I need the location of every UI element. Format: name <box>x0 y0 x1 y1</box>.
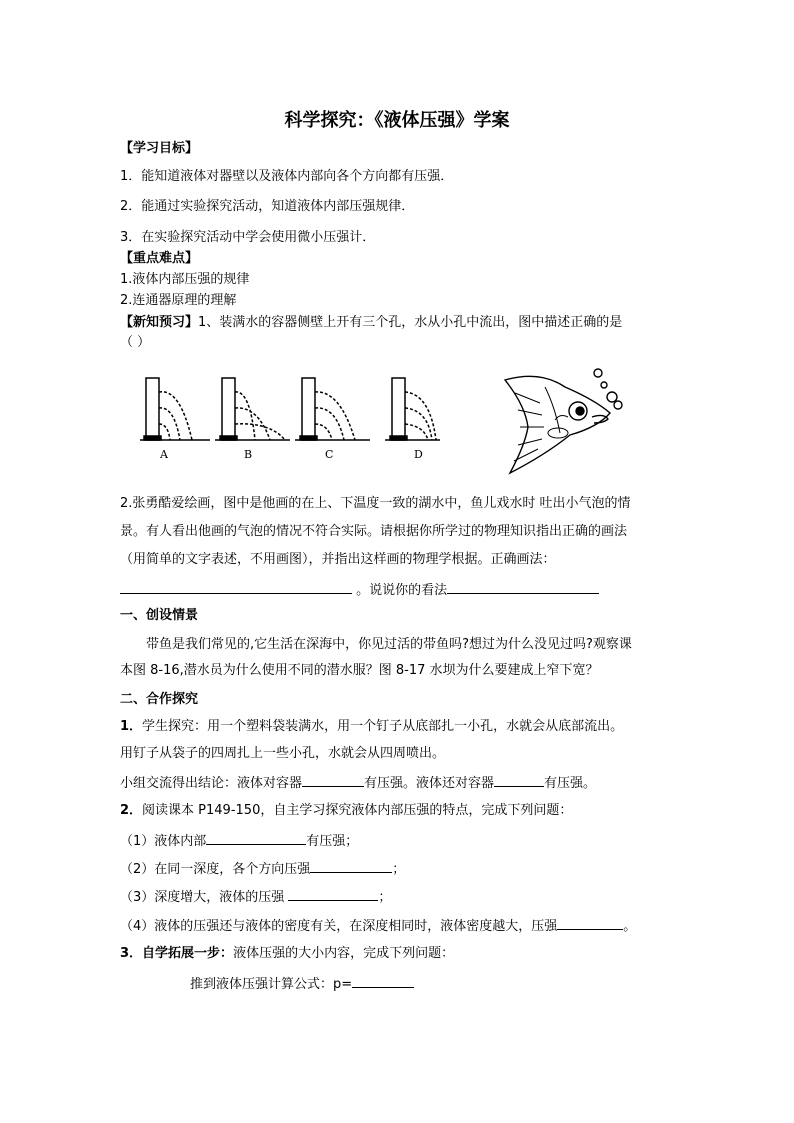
section2-p2 <box>120 802 572 820</box>
section1-line2: 本图 8-16,潜水员为什么使用不同的潜水服？图 8-17 水坝为什么要建成上窄下宽？ <box>120 663 599 678</box>
goal-item-3: 3．在实验探究活动中学会使用微小压强计． <box>120 230 376 245</box>
q4-text: （4）液体的压强还与液体的密度有关，在深度相同时，液体密度越大，压强 <box>120 919 558 934</box>
blank-q3[interactable] <box>288 887 378 901</box>
section2-p1-line3 <box>120 773 596 793</box>
section2-p3 <box>120 945 454 963</box>
blank-container-2[interactable] <box>494 773 544 787</box>
blank-q4[interactable] <box>557 916 623 930</box>
p1-conclusion-a: 小组交流得出结论：液体对容器 <box>120 776 303 791</box>
formula-text: 推到液体压强计算公式：p= <box>190 977 353 992</box>
goal-item-2: 2．能通过实验探究活动，知道液体内部压强规律． <box>120 199 415 214</box>
p1-number: 1． <box>120 719 143 734</box>
p2-text: 阅读课本 P149-150，自主学习探究液体内部压强的特点，完成下列问题： <box>142 803 573 818</box>
p1-conclusion-c: 有压强。 <box>544 776 597 791</box>
q3-suffix: ； <box>378 890 392 905</box>
p1-head: 学生探究： <box>142 719 208 734</box>
p3-number: 3． <box>120 946 143 961</box>
preview-q1-choice: （ ） <box>120 335 151 350</box>
q2-row <box>120 859 405 879</box>
preview-q2-line2: 景。有人看出他画的气泡的情况不符合实际。请根据你所学过的物理知识指出正确的画法 <box>120 524 628 539</box>
section1-line1: 带鱼是我们常见的,它生活在深海中，你见过活的带鱼吗?想过为什么没见过吗?观察课 <box>146 637 632 652</box>
preview-q2-opinion-label: 。说说你的看法 <box>356 583 448 598</box>
answer-blank-opinion[interactable] <box>447 580 599 594</box>
blank-container-1[interactable] <box>302 773 364 787</box>
page-title: 科学探究：《液体压强》学案 <box>284 110 510 131</box>
section2-p1-line2: 用钉子从袋子的四周扎上一些小孔，水就会从四周喷出。 <box>120 746 446 761</box>
fig-label-a: A <box>160 448 168 461</box>
q3-row <box>120 887 391 907</box>
preview-heading: 【新知预习】 <box>120 315 199 330</box>
blank-q2[interactable] <box>310 859 392 873</box>
q2-suffix: ； <box>392 862 406 877</box>
preview-q1-text: 1、装满水的容器侧壁上开有三个孔，水从小孔中流出，图中描述正确的是 <box>198 315 623 330</box>
answer-blank-correct-method[interactable] <box>120 580 352 594</box>
fig-label-d: D <box>414 448 423 461</box>
q3-text: （3）深度增大，液体的压强 <box>120 890 289 905</box>
fish-bubbles-figure <box>500 365 640 480</box>
container-jets-figure <box>140 370 440 465</box>
q1-row <box>120 831 358 851</box>
section2-p1-line1 <box>120 718 623 736</box>
q1-text: （1）液体内部 <box>120 834 207 849</box>
key-heading: 【重点难点】 <box>120 251 199 266</box>
section2-heading: 二、合作探究 <box>120 692 199 707</box>
blank-formula[interactable] <box>352 974 414 988</box>
preview-q1 <box>120 314 622 332</box>
key-item-1: 1.液体内部压强的规律 <box>120 272 250 287</box>
q1-suffix: 有压强； <box>306 834 359 849</box>
p3-head: 自学拓展一步： <box>142 946 234 961</box>
p3-text: 液体压强的大小内容，完成下列问题： <box>233 946 455 961</box>
q2-text: （2）在同一深度，各个方向压强 <box>120 862 311 877</box>
p1-conclusion-b: 有压强。液体还对容器 <box>364 776 495 791</box>
preview-q2-line3: （用简单的文字表述，不用画图），并指出这样画的物理学根据。正确画法： <box>120 552 556 567</box>
key-item-2: 2.连通器原理的理解 <box>120 293 237 308</box>
goal-item-1: 1．能知道液体对器壁以及液体内部向各个方向都有压强． <box>120 169 454 184</box>
preview-q2-line1: 2.张勇酷爱绘画，图中是他画的在上、下温度一致的湖水中，鱼儿戏水时 吐出小气泡的情 <box>120 496 631 511</box>
formula-row <box>190 974 414 994</box>
fig-label-c: C <box>325 448 334 461</box>
section1-heading: 一、创设情景 <box>120 608 199 623</box>
q4-suffix: 。 <box>623 919 637 934</box>
p1-text: 用一个塑料袋装满水，用一个钉子从底部扎一小孔，水就会从底部流出。 <box>207 719 624 734</box>
blank-q1[interactable] <box>206 831 306 845</box>
fig-label-b: B <box>244 448 253 461</box>
q4-row <box>120 916 636 936</box>
p2-number: 2． <box>120 803 143 818</box>
preview-q2-line4 <box>120 580 599 600</box>
goals-heading: 【学习目标】 <box>120 141 199 156</box>
